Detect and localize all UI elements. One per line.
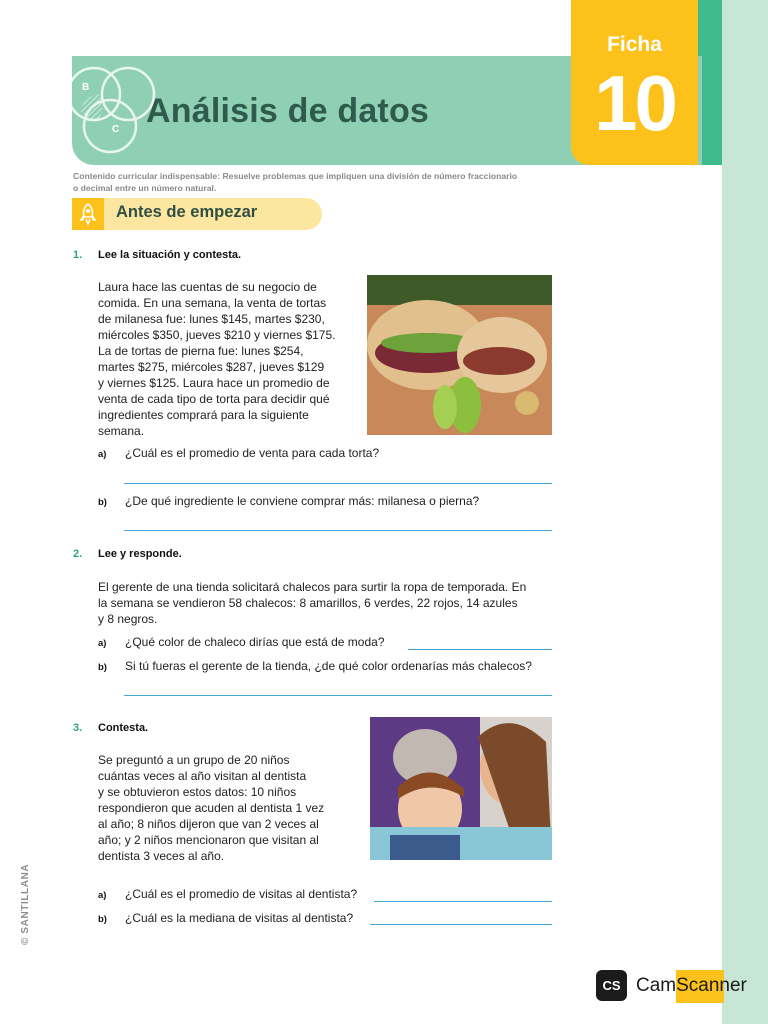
question-3-paragraph xyxy=(98,752,346,864)
venn-label-c: C xyxy=(112,124,120,135)
paragraph-line: año; y 2 niños mencionaron que visitan al xyxy=(98,833,319,847)
sandwich-photo xyxy=(367,275,552,435)
paragraph-line: Laura hace las cuentas de su negocio de xyxy=(98,280,317,294)
camscanner-logo: CS xyxy=(596,970,627,1001)
paragraph-line: La de tortas de pierna fue: lunes $254, xyxy=(98,344,304,358)
question-2a-letter: a) xyxy=(98,638,107,649)
rocket-icon xyxy=(72,198,104,230)
paragraph-line: y se obtuvieron estos datos: 10 niños xyxy=(98,785,297,799)
curriculum-line-2: o decimal entre un número natural. xyxy=(73,183,217,193)
paragraph-line: al año; 8 niños dijeron que van 2 veces al xyxy=(98,817,319,831)
paragraph-line: semana. xyxy=(98,424,145,438)
camscanner-wordmark: CamScanner xyxy=(636,975,747,996)
answer-line-3a[interactable] xyxy=(374,901,552,902)
page-title: Análisis de datos xyxy=(146,92,430,130)
ficha-label: Ficha xyxy=(607,33,662,56)
publisher-mark: © SANTILLANA xyxy=(20,863,31,945)
question-1-paragraph xyxy=(98,279,346,439)
question-3a-text: ¿Cuál es el promedio de visitas al dentista? xyxy=(125,887,358,901)
dentist-photo xyxy=(370,717,552,860)
answer-line-1a[interactable] xyxy=(124,483,552,484)
paragraph-line: Se preguntó a un grupo de 20 niños xyxy=(98,753,290,767)
ficha-number: 10 xyxy=(594,59,675,147)
paragraph-line: la semana se vendieron 58 chalecos: 8 amarillos, 6 verdes, 22 rojos, 14 azules xyxy=(98,596,518,610)
question-3-heading: Contesta. xyxy=(98,722,149,734)
answer-line-3b[interactable] xyxy=(370,924,552,925)
paragraph-line: comida. En una semana, la venta de tortas xyxy=(98,296,327,310)
question-3b-letter: b) xyxy=(98,914,107,925)
paragraph-line: cuántas veces al año visitan al dentista xyxy=(98,769,307,783)
question-2-heading: Lee y responde. xyxy=(98,548,182,560)
question-1-number: 1. xyxy=(73,249,83,261)
paragraph-line: venta de cada tipo de torta para decidir qué xyxy=(98,392,330,406)
question-1a-letter: a) xyxy=(98,449,107,460)
question-2-number: 2. xyxy=(73,548,83,560)
question-3a-letter: a) xyxy=(98,890,107,901)
paragraph-line: y viernes $125. Laura hace un promedio de xyxy=(98,376,330,390)
question-2a-text: ¿Qué color de chaleco dirías que está de moda? xyxy=(125,635,385,649)
question-1b-letter: b) xyxy=(98,497,107,508)
paragraph-line: El gerente de una tienda solicitará chalecos para surtir la ropa de temporada. En xyxy=(98,580,527,594)
question-3-number: 3. xyxy=(73,722,83,734)
right-margin-strip xyxy=(722,0,768,1024)
curriculum-line-1: Contenido curricular indispensable: Resuelve problemas que impliquen una división de número fraccionario xyxy=(73,171,518,181)
paragraph-line: de milanesa fue: lunes $145, martes $230, xyxy=(98,312,325,326)
question-1-heading: Lee la situación y contesta. xyxy=(98,249,242,261)
curriculum-note xyxy=(73,170,523,194)
paragraph-line: martes $275, miércoles $287, jueves $129 xyxy=(98,360,325,374)
question-2b-text: Si tú fueras el gerente de la tienda, ¿de qué color ordenarías más chalecos? xyxy=(125,659,532,673)
section-title: Antes de empezar xyxy=(116,203,258,221)
paragraph-line: y 8 negros. xyxy=(98,612,158,626)
paragraph-line: dentista 3 veces al año. xyxy=(98,849,225,863)
venn-label-b: B xyxy=(82,82,90,93)
paragraph-line: miércoles $350, jueves $210 y viernes $175. xyxy=(98,328,336,342)
question-2-paragraph xyxy=(98,579,552,627)
question-1b-text: ¿De qué ingrediente le conviene comprar más: milanesa o pierna? xyxy=(125,494,480,508)
question-3b-text: ¿Cuál es la mediana de visitas al dentista? xyxy=(125,911,354,925)
question-1a-text: ¿Cuál es el promedio de venta para cada torta? xyxy=(125,446,380,460)
answer-line-1b[interactable] xyxy=(124,530,552,531)
answer-line-2a[interactable] xyxy=(408,649,552,650)
paragraph-line: respondieron que acuden al dentista 1 vez xyxy=(98,801,325,815)
paragraph-line: ingredientes comprará para la siguiente xyxy=(98,408,309,422)
question-2b-letter: b) xyxy=(98,662,107,673)
answer-line-2b[interactable] xyxy=(124,695,552,696)
